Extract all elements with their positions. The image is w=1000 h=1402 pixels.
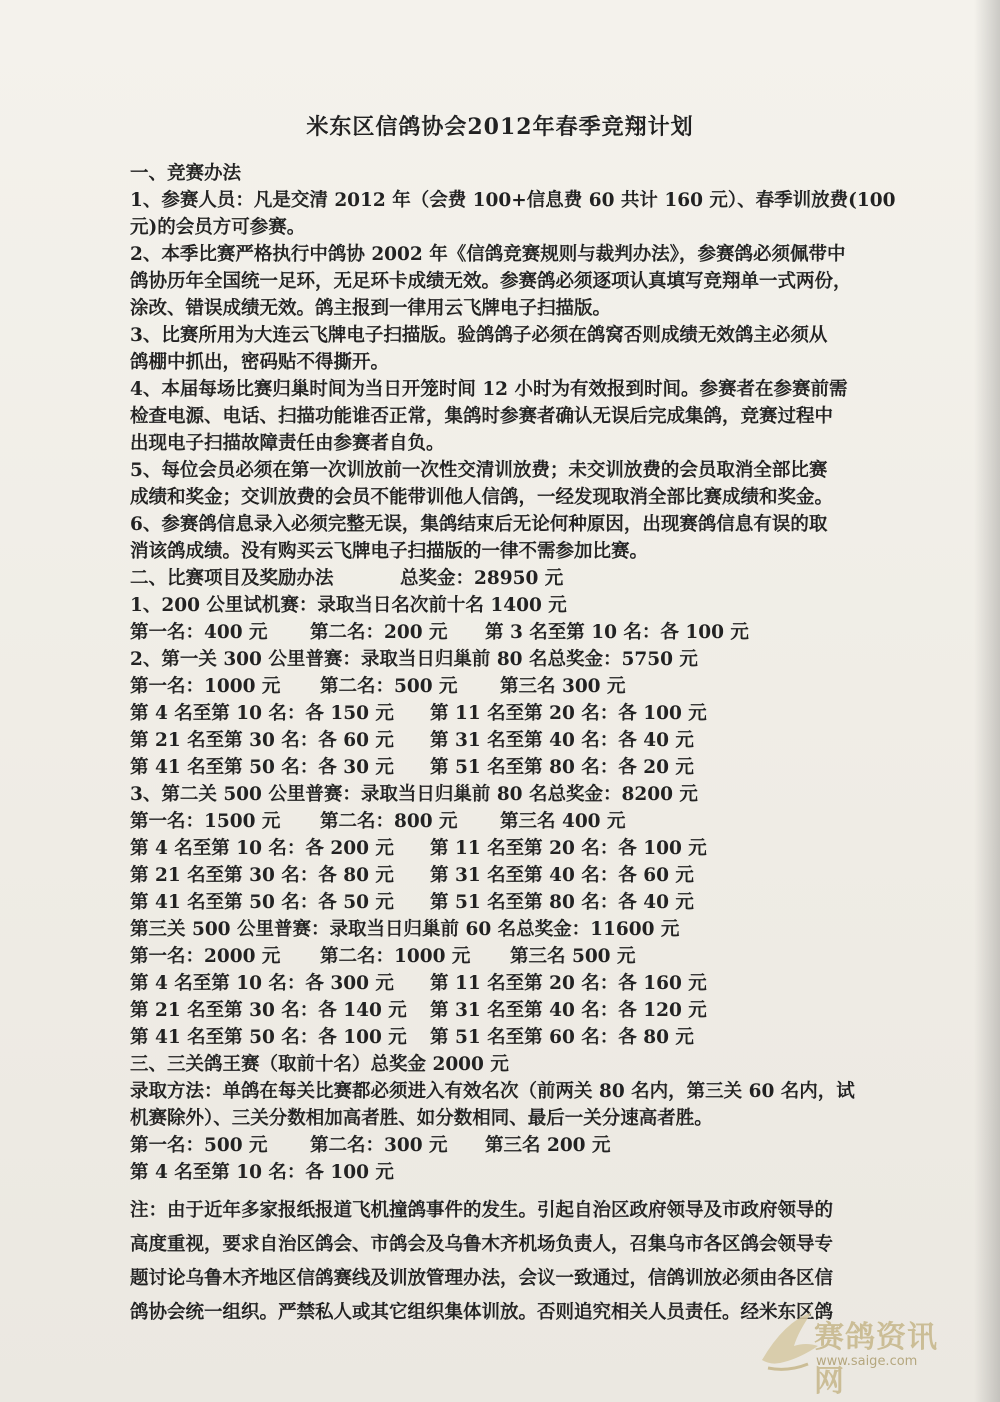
document-line-text: 一、竞赛办法 xyxy=(130,163,242,184)
document-line xyxy=(130,1132,900,1159)
note-line: 高度重视，要求自治区鸽会、市鸽会及乌鲁木齐机场负责人，召集乌市各区鸽会领导专 xyxy=(130,1234,834,1255)
document-line-text: 消该鸽成绩。没有购买云飞牌电子扫描版的一律不需参加比赛。 xyxy=(130,541,649,562)
document-line-text: 第 4 名至第 10 名：各 100 元 xyxy=(130,1162,394,1183)
note-line: 题讨论乌鲁木齐地区信鸽赛线及训放管理办法，会议一致通过，信鸽训放必须由各区信 xyxy=(130,1268,834,1289)
document-line-text: 1、200 公里试机赛：录取当日名次前十名 1400 元 xyxy=(130,595,567,616)
document-line-text: 第 4 名至第 10 名：各 300 元 xyxy=(130,973,394,994)
document-line xyxy=(130,889,900,916)
document-line-text: 第二名：1000 元 xyxy=(320,946,471,967)
document-line-text: 第一名：1500 元 xyxy=(130,811,281,832)
document-line-text: 第 41 名至第 50 名：各 100 元 xyxy=(130,1027,407,1048)
document-line-text: 机赛除外）、三关分数相加高者胜、如分数相同、最后一关分速高者胜。 xyxy=(130,1108,713,1129)
document-line-text: 涂改、错误成绩无效。鸽主报到一律用云飞牌电子扫描版。 xyxy=(130,298,612,319)
document-line-text: 6、参赛鸽信息录入必须完整无误，集鸽结束后无论何种原因，出现赛鸽信息有误的取 xyxy=(130,514,828,535)
document-line-text: 第 11 名至第 20 名：各 100 元 xyxy=(430,703,707,724)
document-line xyxy=(130,862,900,889)
document-line-text: 2、本季比赛严格执行中鸽协 2002 年《信鸽竞赛规则与裁判办法》，参赛鸽必须佩带中 xyxy=(130,244,846,265)
document-line-text: 第 21 名至第 30 名：各 60 元 xyxy=(130,730,394,751)
document-line-text: 第一名：2000 元 xyxy=(130,946,281,967)
document-line-text: 鸽棚中抓出，密码贴不得撕开。 xyxy=(130,352,390,373)
document-line xyxy=(130,916,900,943)
document-line xyxy=(130,619,900,646)
note-line: 注：由于近年多家报纸报道飞机撞鸽事件的发生。引起自治区政府领导及市政府领导的 xyxy=(130,1200,834,1221)
document-line xyxy=(130,565,900,592)
document-line-text: 第 11 名至第 20 名：各 100 元 xyxy=(430,838,707,859)
document-line xyxy=(130,322,900,349)
document-line xyxy=(130,808,900,835)
document-title: 米东区信鸽协会2012年春季竞翔计划 xyxy=(306,114,694,140)
document-line-text: 第一名：1000 元 xyxy=(130,676,281,697)
document-line xyxy=(130,538,900,565)
document-line xyxy=(130,457,900,484)
document-line xyxy=(130,376,900,403)
document-line-text: 第 31 名至第 40 名：各 120 元 xyxy=(430,1000,707,1021)
document-line xyxy=(130,430,900,457)
document-line xyxy=(130,214,900,241)
document-line xyxy=(130,700,900,727)
document-line-text: 成绩和奖金；交训放费的会员不能带训他人信鸽，一经发现取消全部比赛成绩和奖金。 xyxy=(130,487,834,508)
document-line xyxy=(130,997,900,1024)
document-line-text: 第 4 名至第 10 名：各 150 元 xyxy=(130,703,394,724)
document-line-text: 第 51 名至第 80 名：各 20 元 xyxy=(430,757,694,778)
document-line-text: 第 31 名至第 40 名：各 40 元 xyxy=(430,730,694,751)
document-line-text: 第 41 名至第 50 名：各 50 元 xyxy=(130,892,394,913)
document-line xyxy=(130,781,900,808)
document-line-text: 第三名 400 元 xyxy=(500,811,626,832)
document-line xyxy=(130,349,900,376)
document-line xyxy=(130,160,900,187)
document-line-text: 出现电子扫描故障责任由参赛者自负。 xyxy=(130,433,445,454)
document-line xyxy=(130,511,900,538)
document-line-text: 第 4 名至第 10 名：各 200 元 xyxy=(130,838,394,859)
document-line-text: 总奖金：28950 元 xyxy=(400,568,564,589)
document-line-text: 检查电源、电话、扫描功能谁否正常，集鸽时参赛者确认无误后完成集鸽，竞赛过程中 xyxy=(130,406,834,427)
watermark-logo xyxy=(754,1302,964,1399)
document-line xyxy=(130,970,900,997)
document-line xyxy=(130,943,900,970)
document-line-text: 第二名：800 元 xyxy=(320,811,458,832)
document-line-text: 第二名：200 元 xyxy=(310,622,448,643)
document-line xyxy=(130,484,900,511)
document-line-text: 3、比赛所用为大连云飞牌电子扫描版。验鸽鸽子必须在鸽窝否则成绩无效鸽主必须从 xyxy=(130,325,828,346)
document-line-text: 第一名：400 元 xyxy=(130,622,268,643)
document-line-text: 第 51 名至第 60 名：各 80 元 xyxy=(430,1027,694,1048)
document-line-text: 第一名：500 元 xyxy=(130,1135,268,1156)
document-line-text: 1、参赛人员：凡是交清 2012 年（会费 100+信息费 60 共计 160 元）、春季训放费(100 xyxy=(130,190,896,211)
document-line xyxy=(130,403,900,430)
document-line-text: 3、第二关 500 公里普赛：录取当日归巢前 80 名总奖金：8200 元 xyxy=(130,784,698,805)
document-line xyxy=(130,295,900,322)
document-line-text: 第三名 500 元 xyxy=(510,946,636,967)
document-line xyxy=(130,835,900,862)
document-line-text: 第 21 名至第 30 名：各 80 元 xyxy=(130,865,394,886)
note-line: 鸽协会统一组织。严禁私人或其它组织集体训放。否则追究相关人员责任。经米东区鸽 xyxy=(130,1302,834,1323)
document-line-text: 4、本届每场比赛归巢时间为当日开笼时间 12 小时为有效报到时间。参赛者在参赛前需 xyxy=(130,379,848,400)
document-line xyxy=(130,1159,900,1186)
document-line-text: 鸽协历年全国统一足环，无足环卡成绩无效。参赛鸽必须逐项认真填写竞翔单一式两份， xyxy=(130,271,852,292)
document-line xyxy=(130,592,900,619)
document-line-text: 第二名：500 元 xyxy=(320,676,458,697)
document-line-text: 录取方法：单鸽在每关比赛都必须进入有效名次（前两关 80 名内，第三关 60 名内，试 xyxy=(130,1081,855,1102)
document-body xyxy=(130,160,900,1330)
document-line-text: 元)的会员方可参赛。 xyxy=(130,217,306,238)
document-line-text: 第三名 300 元 xyxy=(500,676,626,697)
page-edge-shadow xyxy=(974,0,1000,1402)
watermark-url: www.saige.com xyxy=(816,1354,918,1369)
document-line-text: 第三关 500 公里普赛：录取当日归巢前 60 名总奖金：11600 元 xyxy=(130,919,680,940)
document-line xyxy=(130,268,900,295)
document-line xyxy=(130,673,900,700)
document-line-text: 第二名：300 元 xyxy=(310,1135,448,1156)
document-line-text: 2、第一关 300 公里普赛：录取当日归巢前 80 名总奖金：5750 元 xyxy=(130,649,698,670)
document-line xyxy=(130,1078,900,1105)
document-line-text: 5、每位会员必须在第一次训放前一次性交清训放费；未交训放费的会员取消全部比赛 xyxy=(130,460,828,481)
document-line-text: 二、比赛项目及奖励办法 xyxy=(130,568,334,589)
watermark-site-name: 赛鸽资讯网 xyxy=(814,1320,938,1399)
document-line-text: 第 21 名至第 30 名：各 140 元 xyxy=(130,1000,407,1021)
document-line xyxy=(130,727,900,754)
document-line-text: 三、三关鸽王赛（取前十名）总奖金 2000 元 xyxy=(130,1054,509,1075)
document-line-text: 第 31 名至第 40 名：各 60 元 xyxy=(430,865,694,886)
document-line-text: 第 51 名至第 80 名：各 40 元 xyxy=(430,892,694,913)
document-line-text: 第 11 名至第 20 名：各 160 元 xyxy=(430,973,707,994)
document-line xyxy=(130,754,900,781)
document-line xyxy=(130,187,900,214)
document-line-text: 第三名 200 元 xyxy=(485,1135,611,1156)
document-line xyxy=(130,241,900,268)
document-line xyxy=(130,1105,900,1132)
document-line xyxy=(130,1024,900,1051)
document-line-text: 第 3 名至第 10 名：各 100 元 xyxy=(485,622,749,643)
document-line xyxy=(130,1051,900,1078)
document-line-text: 第 41 名至第 50 名：各 30 元 xyxy=(130,757,394,778)
document-line xyxy=(130,646,900,673)
